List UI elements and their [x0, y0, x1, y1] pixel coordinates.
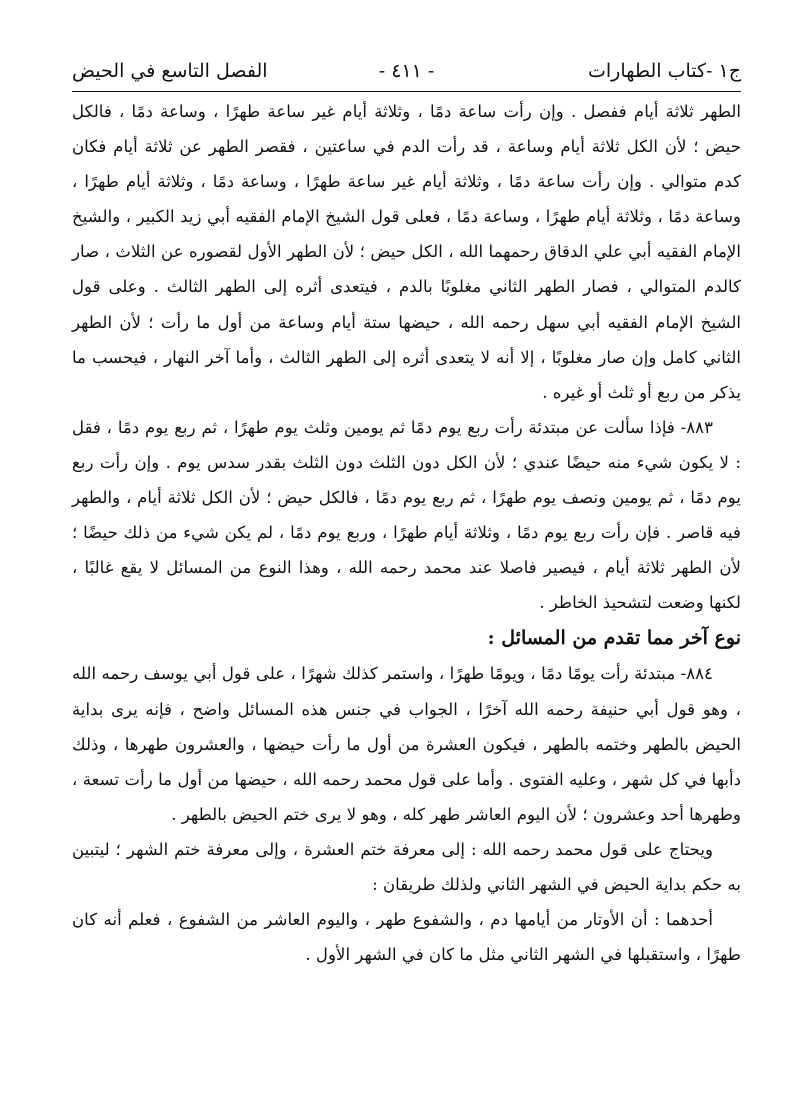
- page-body: [72, 94, 741, 972]
- page-number: - ٤١١ -: [378, 60, 435, 82]
- running-header: [72, 60, 741, 88]
- paragraph-continuation: الطهر ثلاثة أيام ففصل . وإن رأت ساعة دمًا ، وثلاثة أيام غير ساعة طهرًا ، وساعة دمًا ، فالكل حيض ؛ لأن الكل ثلاثة أيام وساعة ، قد رأت الدم في ساعتين ، فقصر الطهر عن ثلاثة أيام فكان كدم متوالي . وإن رأت ساعة دمًا ، وثلاثة أيام غير ساعة طهرًا ، وساعة دمًا ، وثلاثة أيام طهرًا ، وساعة دمًا ، وثلاثة أيام طهرًا ، وساعة دمًا ، فعلى قول الشيخ الإمام الفقيه أبي زيد الكبير ، والشيخ الإمام الفقيه أبي علي الدقاق رحمهما الله ، الكل حيض ؛ لأن الطهر الأول لقصوره عن الثلاث ، صار كالدم المتوالي ، فصار الطهر الثاني مغلوبًا بالدم ، فيتعدى أثره إلى الطهر الثالث . وعلى قول الشيخ الإمام الفقيه أبي سهل رحمه الله ، حيضها ستة أيام وساعة من أول ما رأت ؛ لأن الطهر الثاني كامل وإن صار مغلوبًا ، إلا أنه لا يتعدى أثره إلى الطهر الثالث ، وأما آخر النهار ، فيحسب ما يذكر من ربع أو ثلث أو غيره .: [72, 102, 741, 402]
- header-rule: [72, 91, 741, 92]
- paragraph-884: ٨٨٤- مبتدئة رأت يومًا دمًا ، ويومًا طهرًا ، واستمر كذلك شهرًا ، على قول أبي يوسف رحمه الله ، وهو قول أبي حنيفة رحمه الله آخرًا ، الجواب في جنس هذه المسائل واضح ، فإنه يرى بداية الحيض بالطهر وختمه بالطهر ، فيكون العشرة من أول ما رأت حيضها ، والعشرون طهرها ، وذلك دأبها في كل شهر ، وعليه الفتوى . وأما على قول محمد رحمه الله ، حيضها من أول ما رأت تسعة ، وطهرها أحد وعشرون ؛ لأن اليوم العاشر طهر كله ، وهو لا يرى ختم الحيض بالطهر .: [72, 664, 741, 824]
- volume-book-title: ج١ -كتاب الطهارات: [588, 60, 741, 82]
- chapter-title: الفصل التاسع في الحيض: [72, 60, 268, 82]
- paragraph-first-method: أحدهما : أن الأوتار من أيامها دم ، والشفوع طهر ، واليوم العاشر من الشفوع ، فعلم أنه كان طهرًا ، واستقبلها في الشهر الثاني مثل ما كان في الشهر الأول .: [72, 910, 741, 965]
- section-heading: نوع آخر مما تقدم من المسائل :: [487, 627, 741, 650]
- paragraph-883: ٨٨٣- فإذا سألت عن مبتدئة رأت ربع يوم دمًا ثم يومين وثلث يوم طهرًا ، ثم ربع يوم دمًا ، فقل : لا يكون شيء منه حيضًا عندي ؛ لأن الكل دون الثلث دون الثلث بقدر سدس يوم . وإن رأت ربع يوم دمًا ، ثم يومين ونصف يوم طهرًا ، ثم ربع يوم دمًا ، فالكل حيض ؛ لأن الكل ثلاثة أيام ، والطهر فيه قاصر . فإن رأت ربع يوم دمًا ، وثلاثة أيام طهرًا ، وربع يوم دمًا ، لم يكن شيء من ذلك حيضًا ؛ لأن الطهر ثلاثة أيام ، فيصير فاصلا عند محمد رحمه الله ، وهذا النوع من المسائل لا يقع غالبًا ، لكنها وضعت لتشحيذ الخاطر .: [72, 417, 741, 613]
- paragraph-muhammad-view: ويحتاج على قول محمد رحمه الله : إلى معرفة ختم العشرة ، وإلى معرفة ختم الشهر ؛ ليتبين به حكم بداية الحيض في الشهر الثاني ولذلك طريقان :: [72, 839, 741, 894]
